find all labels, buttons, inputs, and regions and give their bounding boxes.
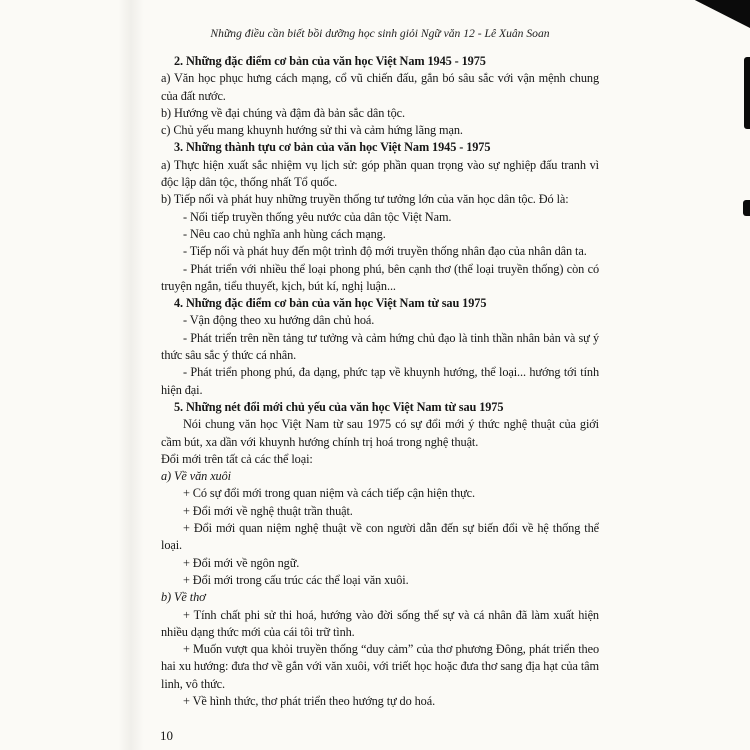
paragraph: Nói chung văn học Việt Nam từ sau 1975 có sự đổi mới ý thức nghệ thuật của giới cầm bút, xa dần với khuynh hướng chính trị hoá trong nghệ thuật. [161, 417, 599, 449]
plus-list-item: + Đổi mới trong cấu trúc các thể loại văn xuôi. [183, 572, 409, 587]
paragraph-c: c) Chủ yếu mang khuynh hướng sử thi và cảm hứng lãng mạn. [161, 123, 463, 138]
plus-list-item: + Có sự đổi mới trong quan niệm và cách tiếp cận hiện thực. [183, 486, 476, 501]
page-body-text [161, 53, 599, 710]
plus-list-item: + Về hình thức, thơ phát triển theo hướng tự do hoá. [183, 693, 436, 708]
page-spine-shadow [118, 0, 144, 750]
dash-list-item: - Phát triển với nhiều thể loại phong phú, bên cạnh thơ (thể loại truyền thống) còn có truyện ngắn, tiểu thuyết, kịch, bút kí, nghị luận... [161, 261, 599, 293]
paragraph-a: a) Thực hiện xuất sắc nhiệm vụ lịch sử: góp phần quan trọng vào sự nghiệp đấu tranh vì độc lập dân tộc, thống nhất Tổ quốc. [161, 157, 599, 190]
dash-list-item: - Nêu cao chủ nghĩa anh hùng cách mạng. [183, 226, 386, 241]
dash-list-item: - Nối tiếp truyền thống yêu nước của dân tộc Việt Nam. [183, 209, 452, 224]
section-heading-4: 4. Những đặc điểm cơ bản của văn học Việt Nam từ sau 1975 [174, 296, 487, 311]
dash-list-item: - Phát triển phong phú, đa dạng, phức tạp về khuynh hướng, thể loại... hướng tới tính hiện đại. [161, 365, 599, 397]
plus-list-item: + Đổi mới về ngôn ngữ. [183, 555, 300, 570]
plus-list-item: + Muốn vượt qua khỏi truyền thống “duy cảm” của thơ phương Đông, phát triển theo hai xu hướng: đưa thơ về gắn với văn xuôi, với triết học hoặc đưa thơ sang địa hạt của tâm linh, vô thức. [161, 642, 599, 691]
subheading-tho: b) Về thơ [161, 590, 206, 605]
section-heading-3: 3. Những thành tựu cơ bản của văn học Việt Nam 1945 - 1975 [174, 140, 491, 155]
running-head-title: Những điều cần biết bồi dưỡng học sinh giỏi Ngữ văn 12 - Lê Xuân Soan [210, 27, 550, 40]
paragraph-b: b) Hướng về đại chúng và đậm đà bản sắc dân tộc. [161, 105, 405, 120]
scan-corner-artifact [690, 0, 750, 28]
plus-list-item: + Đổi mới về nghệ thuật trần thuật. [183, 503, 353, 518]
plus-list-item: + Đổi mới quan niệm nghệ thuật về con người dẫn đến sự biến đổi về hệ thống thể loại. [161, 521, 599, 553]
paragraph-b: b) Tiếp nối và phát huy những truyền thống tư tưởng lớn của văn học dân tộc. Đó là: [161, 192, 569, 207]
section-heading-2: 2. Những đặc điểm cơ bản của văn học Việt Nam 1945 - 1975 [174, 54, 486, 68]
paragraph-a: a) Văn học phục hưng cách mạng, cổ vũ chiến đấu, gắn bó sâu sắc với vận mệnh chung của đất nước. [161, 71, 599, 103]
page-number: 10 [160, 728, 173, 743]
paragraph: Đổi mới trên tất cả các thể loại: [161, 451, 313, 466]
dash-list-item: - Tiếp nối và phát huy đến một trình độ mới truyền thống nhân đạo của nhân dân ta. [183, 244, 587, 259]
scan-edge-artifact [743, 200, 750, 216]
subheading-van-xuoi: a) Về văn xuôi [161, 469, 231, 484]
dash-list-item: - Phát triển trên nền tảng tư tưởng và cảm hứng chủ đạo là tinh thần nhân bản và sự ý thức sâu sắc ý thức cá nhân. [161, 330, 599, 363]
dash-list-item: - Vận động theo xu hướng dân chủ hoá. [183, 313, 375, 328]
plus-list-item: + Tính chất phi sử thi hoá, hướng vào đời sống thế sự và cá nhân đã làm xuất hiện nhiều dạng thức mới của cái tôi trữ tình. [161, 607, 599, 639]
section-heading-5: 5. Những nét đổi mới chủ yếu của văn học Việt Nam từ sau 1975 [174, 399, 504, 414]
scan-edge-artifact [744, 57, 750, 129]
